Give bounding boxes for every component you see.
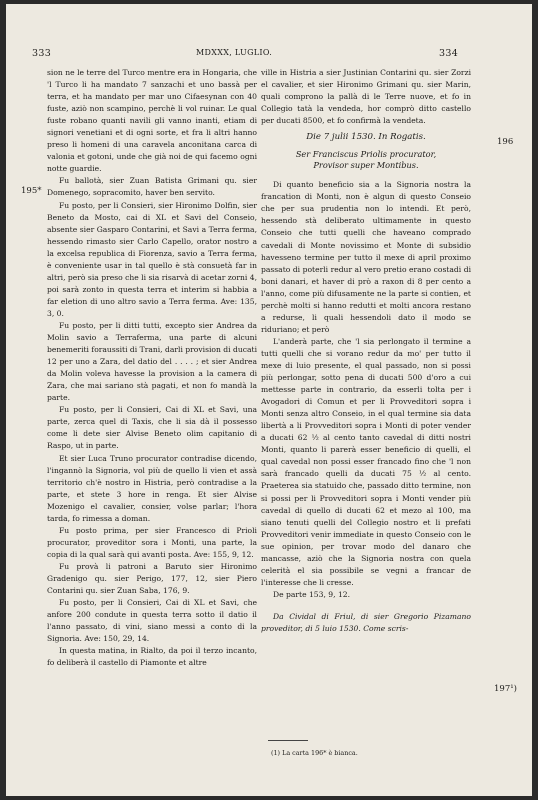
section-subtitle-line: Provisor super Montibus. bbox=[313, 160, 419, 171]
paragraph: Fu provà li patroni a Baruto sier Hironimo Gradenigo qu. sier Perigo, 177, 12, sier Piero Contarini qu. sier Zuan Saba, 176, 9. bbox=[47, 561, 257, 596]
footnote-rule bbox=[268, 740, 308, 741]
paragraph: Fu ballotà, sier Zuan Batista Grimani qu. sier Domenego, sopracomito, haver ben servito. bbox=[47, 176, 257, 198]
paragraph: sion ne le terre del Turco mentre era in Hongaria, che 'l Turco li ha mandato 7 sanzachi et uno bassà per terra, et ha mandato per mar uno Cifaesynan con 40 fuste, aziò non scampino, perchè li vol ruinar. Le qual fuste robano quanti navili gli vanno inanti, etiam di signori venetiani et di ogni sorte, et fra li altri hanno preso li homeni di una caravela anconitana carca di valonia et gotoni, unde che già noi de qui facemo ogni notte guardie. bbox=[47, 68, 257, 174]
margin-mark-right-2: 197¹) bbox=[494, 684, 517, 694]
section-subtitle bbox=[261, 149, 471, 171]
running-title: MDXXX, LUGLIO. bbox=[196, 48, 273, 57]
paragraph: Di quanto beneficio sia a la Signoria nostra la francation di Monti, non è algun di questo Conseio che per sua prudentia non lo intendi. Et però, hessendo stà deliberato ultimamente in questo Conseio che tutti quelli che haveano comprado cavedali di Monte novissimo et Monte di subsidio havesseno termine per tutto il mexe di april proximo passato di poterli redur al vero pretio erano costadi di boni danari, et haver di prò a raxon di 8 per cento a l'anno, come più difusamente ne la parte si contien, et perchè molti si hanno redutti et molti ancora restano a redurse, li quali hessendoli dato il modo se riduriano; et però bbox=[261, 180, 471, 334]
paragraph: Fu posto, per li ditti tutti, excepto sier Andrea da Molin savio a Terraferma, una parte di alcuni benemeriti foraussiti di Trani, darli provision di ducati 12 per uno a Zara, del datio del . . . . ; et sier Andrea da Molin voleva havesse la provision a la camera di Zara, che mai sariano stà pagati, et non fo mandà la parte. bbox=[47, 320, 257, 403]
paragraph: L'anderà parte, che 'l sia perlongato il termine a tutti quelli che si vorano redur da mo' per tutto il mexe di luio presente, el qual passado, non si possi più perlongar, sotto pena di ducati 500 d'oro a cui mettesse parte in contrario, da esserli tolta per i Avogadori di Comun et per li Provveditori sopra i Monti senza altro Conseio, in el qual termine sia data libertà a li Provveditori sopra i Monti di poter vender a ducati 62 ½ al cento tanto cavedal di ditti nostri Monti, quanto li parerà esser beneficio di quelli, el qual cavedal non possi esser francado fino che 'l non sarà francado quelli da ducati 75 ½ al cento. Praeterea sia statuido che, passado ditto termine, non si possi per li Provveditori sopra i Monti vender più cavedal di quello di ducati 62 et mezo al 100, ma siano tenuti quelli del Collegio nostro et li prefati Provveditori venir immediate in questo Conseio con le sue opinion, per trovar modo del danaro che mancasse, aziò che la Signoria nostra con quela celerità el sia possibile se vegni a francar de l'interesse che li cresse. bbox=[261, 336, 471, 587]
paragraph: Et sier Luca Truno procurator contradise dicendo, l'ingannò la Signoria, vol più de quello li vien et assà territorio ch'è nostro in Histria, però contradise a la parte, et stete 3 hore in renga. Et sier Alvise Mozenigo el cavalier, consier, volse parlar; l'hora tarda, fo rimessa a doman. bbox=[47, 453, 257, 523]
book-page bbox=[6, 4, 532, 796]
section-subtitle-line: Ser Franciscus Priolis procurator, bbox=[295, 149, 437, 160]
left-column bbox=[47, 67, 257, 669]
paragraph: De parte 153, 9, 12. bbox=[273, 589, 351, 599]
right-column bbox=[261, 67, 471, 635]
paragraph: ville in Histria a sier Justinian Contarini qu. sier Zorzi el cavalier, et sier Hironimo Grimani qu. sier Marin, quali comprono la pallà di le Terre nuove, et fo in Collegio tatà la vendeda, hor comprò ditto castello per ducati 8500, et fo confirmà la vendeta. bbox=[261, 68, 471, 126]
paragraph: Fu posto prima, per sier Francesco di Prioli procurator, proveditor sora i Monti, una parte, la copia di la qual sarà qui avanti posta. Ave: 155, 9, 12. bbox=[47, 525, 257, 559]
paragraph: Fu posto, per li Consieri, sier Hironimo Dolfin, sier Beneto da Mosto, cai di XL et Savi del Conseio, absente sier Gasparo Contarini, et Savi a Terra ferma, hessendo rimasto sier Carlo Capello, orator nostro a la excelsa republica di Fiorenza, savio a Terra ferma, è conveniente usar in tal quello è stà consuetà far in altri, però sia preso che li sia risarvà di acetar zorni 4, poi sarà zonto in questa terra et interim si habbia a far eletion di uno altro savio a Terra ferma. Ave: 135, 3, 0. bbox=[47, 200, 257, 318]
page-header bbox=[6, 48, 532, 62]
paragraph: In questa matina, in Rialto, da poi il terzo incanto, fo deliberà il castello di Piamonte et altre bbox=[47, 646, 257, 668]
margin-mark-left: 195* bbox=[21, 186, 42, 196]
right-page-number: 334 bbox=[439, 48, 459, 59]
footnote: (1) La carta 196* è bianca. bbox=[271, 749, 358, 757]
paragraph: Fu posto, per li Consieri, Cai di XL et Savi, una parte, zerca quel di Taxis, che li sia dà il possesso come li dete sier Alvise Beneto olim capitanio di Raspo, ut in parte. bbox=[47, 405, 257, 451]
margin-mark-right-1: 196 bbox=[497, 137, 514, 147]
section-title: Die 7 julii 1530. In Rogatis. bbox=[306, 132, 426, 143]
paragraph: Fu posto, per li Consieri, Cai di XL et Savi, che anfore 200 condute in questa terra sotto il datio il l'anno passato, di vini, siano messi a conto di la Signoria. Ave: 150, 29, 14. bbox=[47, 598, 257, 644]
left-page-number: 333 bbox=[32, 48, 52, 59]
paragraph: Da Cividal di Friul, di sier Gregorio Pizamano proveditor, di 5 luio 1530. Come scris- bbox=[261, 611, 471, 633]
